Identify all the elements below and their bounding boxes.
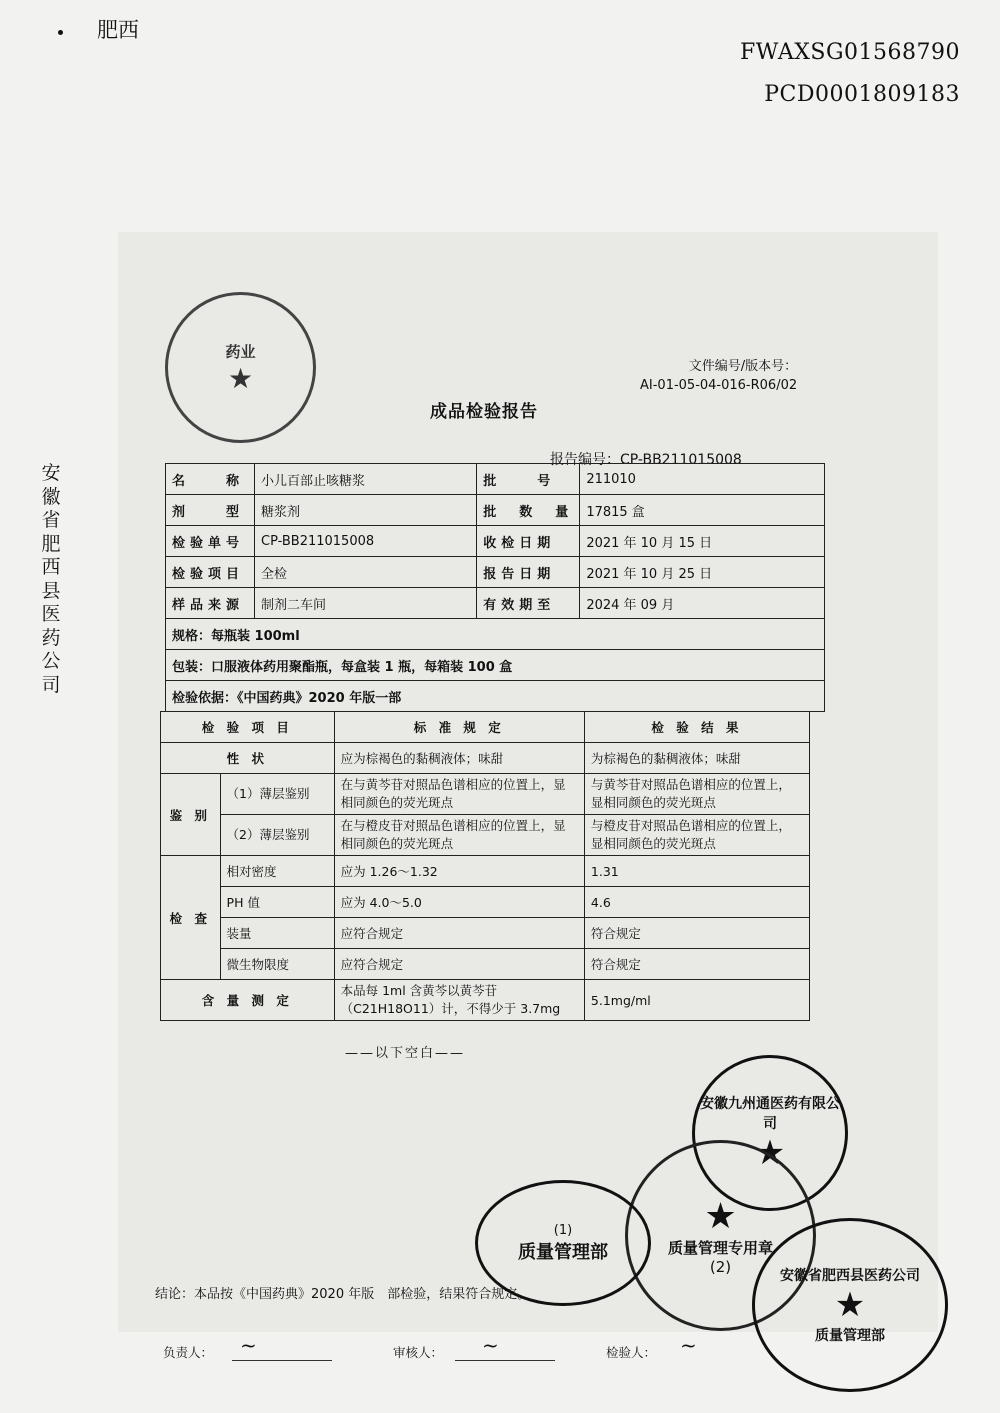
- table-row: [161, 815, 810, 856]
- table-header-row: [161, 712, 810, 743]
- company-seal-feixi: [752, 1218, 948, 1392]
- std-tlc-2: 在与橙皮苷对照品色谱相应的位置上，显相同颜色的荧光斑点: [334, 815, 584, 856]
- label-batch: 批 号: [477, 464, 580, 495]
- table-row: [166, 588, 825, 619]
- value-name: 小儿百部止咳糖浆: [255, 464, 477, 495]
- seal-company-name: 安徽九州通医药有限公司: [700, 1096, 840, 1132]
- col-standard-header: 标 准 规 定: [334, 712, 584, 743]
- blank-below-marker: ——以下空白——: [345, 1046, 466, 1061]
- item-tlc-1: （1）薄层鉴别: [220, 774, 334, 815]
- value-inspection-item: 全检: [255, 557, 477, 588]
- tracking-code-2: PCD0001809183: [764, 82, 960, 107]
- item-assay: 含 量 测 定: [161, 980, 335, 1021]
- item-microbial: 微生物限度: [220, 949, 334, 980]
- label-inspection-no: 检验单号: [166, 526, 255, 557]
- report-number: 报告编号：CP-BB211015008: [550, 452, 742, 468]
- std-assay: 本品每 1ml 含黄芩以黄芩苷（C21H18O11）计，不得少于 3.7mg: [334, 980, 584, 1021]
- mark-dot: [58, 30, 63, 35]
- table-row: [161, 918, 810, 949]
- signature-responsible: ~: [240, 1333, 257, 1357]
- package-row: 包装：口服液体药用聚酯瓶，每盒装 1 瓶，每箱装 100 盒: [166, 650, 825, 681]
- result-appearance: 为棕褐色的黏稠液体；味甜: [584, 743, 809, 774]
- result-assay: 5.1mg/ml: [584, 980, 809, 1021]
- test-results-table: [160, 711, 810, 1021]
- value-report-date: 2021 年 10 月 25 日: [580, 557, 825, 588]
- value-sample-source: 制剂二车间: [255, 588, 477, 619]
- table-row: [166, 650, 825, 681]
- std-tlc-1: 在与黄芩苷对照品色谱相应的位置上，显相同颜色的荧光斑点: [334, 774, 584, 815]
- col-result-header: 检 验 结 果: [584, 712, 809, 743]
- basis-row: 检验依据：《中国药典》2020 年版一部: [166, 681, 825, 712]
- std-density: 应为 1.26～1.32: [334, 856, 584, 887]
- table-row: [161, 887, 810, 918]
- signer-reviewer-label: 审核人：: [393, 1345, 444, 1360]
- seal-feixi-dept: 质量管理部: [815, 1328, 885, 1344]
- star-icon: ★: [754, 1133, 786, 1173]
- col-item-header: 检 验 项 目: [161, 712, 335, 743]
- signature-inspector: ~: [680, 1333, 697, 1357]
- value-inspection-no: CP-BB211015008: [255, 526, 477, 557]
- label-expiry: 有效期至: [477, 588, 580, 619]
- std-appearance: 应为棕褐色的黏稠液体；味甜: [334, 743, 584, 774]
- value-receive-date: 2021 年 10 月 15 日: [580, 526, 825, 557]
- item-identification: 鉴 别: [161, 774, 221, 856]
- label-sample-source: 样品来源: [166, 588, 255, 619]
- item-appearance: 性 状: [161, 743, 335, 774]
- table-row: [161, 743, 810, 774]
- label-report-date: 报告日期: [477, 557, 580, 588]
- label-receive-date: 收检日期: [477, 526, 580, 557]
- result-ph: 4.6: [584, 887, 809, 918]
- item-ph: PH 值: [220, 887, 334, 918]
- info-table: [165, 463, 825, 712]
- item-fill-volume: 装量: [220, 918, 334, 949]
- signature-line: [455, 1360, 555, 1361]
- result-fill-volume: 符合规定: [584, 918, 809, 949]
- label-name: 名 称: [166, 464, 255, 495]
- seal-qm-special: 质量管理专用章: [667, 1238, 773, 1257]
- star-icon: ★: [227, 361, 254, 395]
- signature-reviewer: ~: [482, 1333, 499, 1357]
- table-row: [166, 526, 825, 557]
- tracking-code-1: FWAXSG01568790: [740, 40, 960, 65]
- signature-line: [232, 1360, 332, 1361]
- seal-text: 药业: [225, 342, 256, 361]
- value-form: 糖浆剂: [255, 495, 477, 526]
- value-quantity: 17815 盒: [580, 495, 825, 526]
- item-density: 相对密度: [220, 856, 334, 887]
- conclusion: 结论：本品按《中国药典》2020 年版 部检验，结果符合规定。: [155, 1287, 531, 1302]
- label-form: 剂 型: [166, 495, 255, 526]
- signer-responsible-label: 负责人：: [163, 1345, 214, 1360]
- result-density: 1.31: [584, 856, 809, 887]
- table-row: [161, 980, 810, 1021]
- table-row: [161, 774, 810, 815]
- table-row: [166, 681, 825, 712]
- result-microbial: 符合规定: [584, 949, 809, 980]
- std-ph: 应为 4.0～5.0: [334, 887, 584, 918]
- label-inspection-item: 检验项目: [166, 557, 255, 588]
- table-row: [161, 949, 810, 980]
- spec-row: 规格：每瓶装 100ml: [166, 619, 825, 650]
- doc-no-label: 文件编号/版本号：: [688, 359, 798, 374]
- table-row: [166, 464, 825, 495]
- company-seal-topleft: [165, 292, 316, 443]
- table-row: [166, 619, 825, 650]
- item-tlc-2: （2）薄层鉴别: [220, 815, 334, 856]
- seal-number-1: (1): [553, 1222, 573, 1238]
- std-microbial: 应符合规定: [334, 949, 584, 980]
- value-batch: 211010: [580, 464, 825, 495]
- value-expiry: 2024 年 09 月: [580, 588, 825, 619]
- company-vertical-text: 安徽省肥西县医药公司: [41, 462, 61, 696]
- table-row: [161, 856, 810, 887]
- page-title: 成品检验报告: [430, 402, 538, 422]
- doc-no-value: AI-01-05-04-016-R06/02: [640, 378, 798, 393]
- handwritten-note: 肥西: [97, 18, 139, 42]
- signer-inspector-label: 检验人：: [606, 1345, 657, 1360]
- seal-number-2: (2): [709, 1257, 732, 1276]
- table-row: [166, 495, 825, 526]
- label-quantity: 批 数 量: [477, 495, 580, 526]
- seal-qm-dept: 质量管理部: [518, 1241, 608, 1263]
- document-number: [640, 357, 797, 395]
- star-icon: ★: [704, 1195, 737, 1237]
- result-tlc-1: 与黄芩苷对照品色谱相应的位置上，显相同颜色的荧光斑点: [584, 774, 809, 815]
- item-check: 检 查: [161, 856, 221, 980]
- table-row: [166, 557, 825, 588]
- seal-feixi-name: 安徽省肥西县医药公司: [780, 1268, 920, 1284]
- star-icon: ★: [834, 1285, 866, 1325]
- std-fill-volume: 应符合规定: [334, 918, 584, 949]
- result-tlc-2: 与橙皮苷对照品色谱相应的位置上，显相同颜色的荧光斑点: [584, 815, 809, 856]
